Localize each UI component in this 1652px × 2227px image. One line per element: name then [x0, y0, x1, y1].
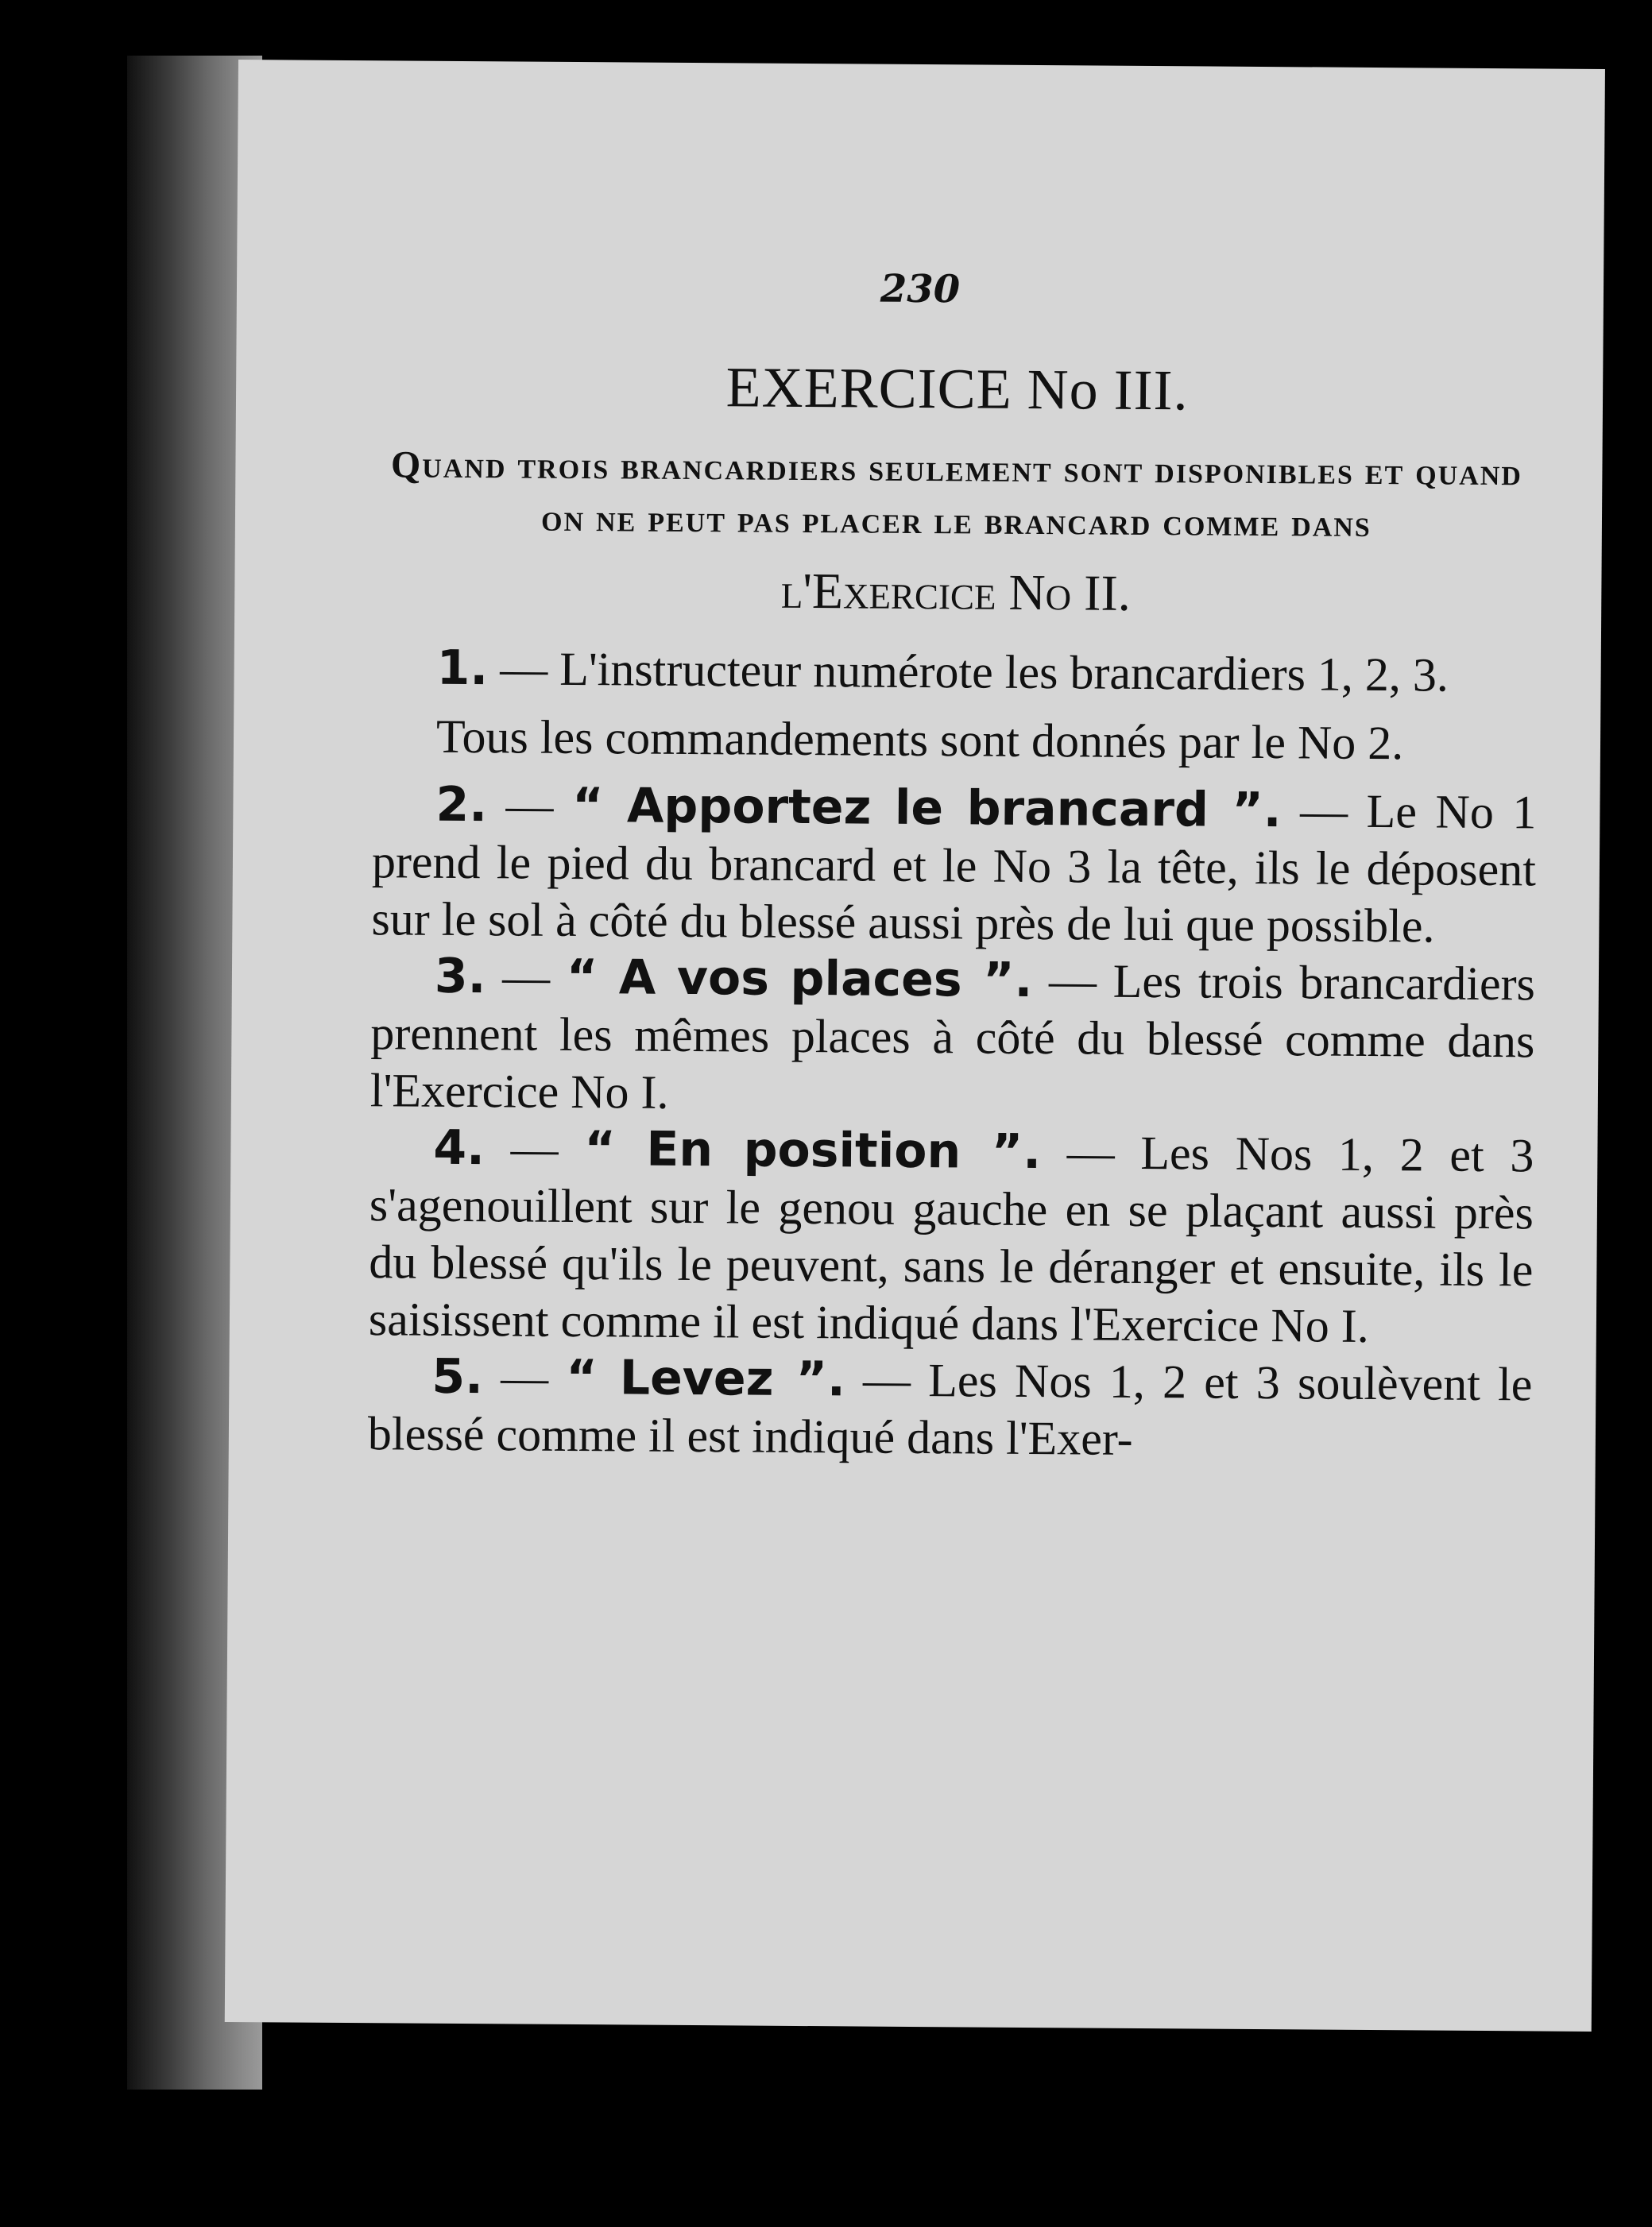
- paragraph-text: — L'instructeur numérote les brancardiers 1, 2, 3.: [487, 642, 1449, 702]
- paragraph-4: 4. — “ En position ”. — Les Nos 1, 2 et 3 s'agenouillent sur le genou gauche en se plaçant aussi près du blessé qu'ils le peuvent, sans le déranger et ensuite, ils le saisissent comme il est indiqué dans l'Exercice No I.: [368, 1119, 1534, 1352]
- command-text: “ En position ”.: [584, 1121, 1042, 1181]
- paragraph-number: 2.: [435, 776, 488, 833]
- book-page: [225, 60, 1605, 2032]
- paragraph-1: [373, 639, 1537, 704]
- paragraph-3: 3. — “ A vos places ”. — Les trois brancardiers prennent les mêmes places à côté du blessé comme dans l'Exercice No I.: [369, 948, 1536, 1119]
- command-text: “ Levez ”.: [566, 1349, 846, 1408]
- exercise-title: EXERCICE No III.: [725, 355, 1189, 423]
- page-content: [368, 346, 1540, 1470]
- paragraph-commands-note: [373, 707, 1537, 772]
- paragraph-text: — Les trois brancardiers prennent les mêmes places à côté du blessé comme dans l'Exercice No I.: [369, 954, 1536, 1119]
- paragraph-text: — Les Nos 1, 2 et 3 s'agenouillent sur le genou gauche en se plaçant aussi près du blessé qu'ils le peuvent, sans le déranger et ensuite, ils le saisissent comme il est indiqué dans l'Exercice No I.: [368, 1126, 1534, 1352]
- page-number: 230: [880, 266, 961, 312]
- command-text: “ Apportez le brancard ”.: [571, 777, 1282, 839]
- paragraph-number: 3.: [434, 948, 486, 1005]
- paragraph-2: 2. — “ Apportez le brancard ”. — Le No 1 prend le pied du brancard et le No 3 la tête, ils le déposent sur le sol à côté du blessé aussi près de lui que possible.: [371, 776, 1537, 953]
- paragraph-number: 4.: [433, 1119, 486, 1177]
- paragraph-number: 5.: [431, 1348, 484, 1405]
- paragraph-5: 5. — “ Levez ”. — Les Nos 1, 2 et 3 soulèvent le blessé comme il est indiqué dans l'Exer-: [367, 1348, 1533, 1465]
- paragraph-text: — Le No 1 prend le pied du brancard et le No 3 la tête, ils le déposent sur le sol à côté du blessé aussi près de lui que possible.: [371, 784, 1537, 953]
- exercise-subtitle-reference: l'Exercice No II.: [780, 562, 1132, 621]
- command-text: “ A vos places ”.: [566, 949, 1033, 1009]
- paragraph-text: Tous les commandements sont donnés par le No 2.: [435, 709, 1404, 770]
- exercise-subtitle: Quand trois brancardiers seulement sont disponibles et quand on ne peut pas placer le brancard comme dans: [390, 443, 1523, 545]
- scan-dark-edge: [0, 0, 127, 2227]
- paragraph-text: — Les Nos 1, 2 et 3 soulèvent le blessé comme il est indiqué dans l'Exer-: [367, 1353, 1533, 1465]
- paragraph-number: 1.: [436, 640, 489, 697]
